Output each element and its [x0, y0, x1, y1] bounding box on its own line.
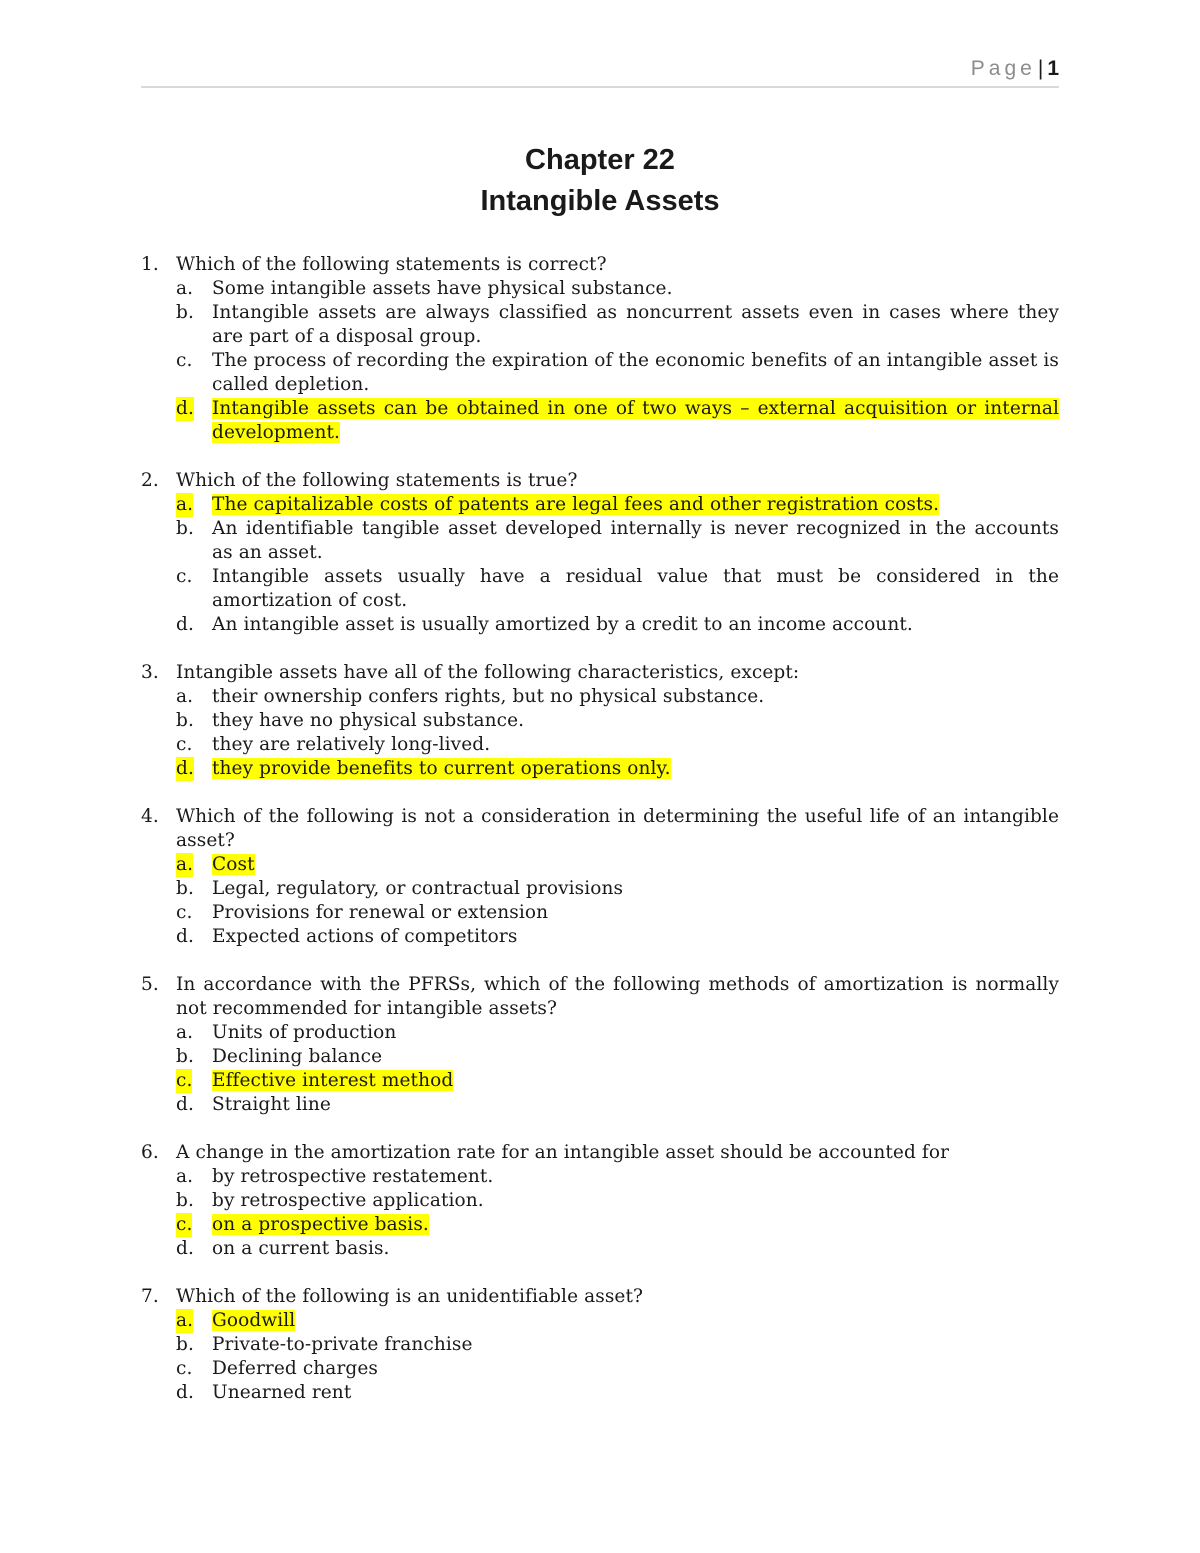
answer-choice-correct: [141, 1213, 1059, 1237]
answer-choice-correct: [141, 397, 1059, 445]
chapter-title: Chapter 22: [525, 144, 675, 176]
choice-text: Provisions for renewal or extension: [212, 902, 549, 923]
question-stem: [141, 253, 1059, 277]
answer-choice: [141, 685, 1059, 709]
choice-letter: c.: [176, 566, 193, 587]
answer-choice: [141, 877, 1059, 901]
highlighted-answer-text: Goodwill: [212, 1310, 296, 1331]
question-stem: [141, 1285, 1059, 1309]
answer-choice: [141, 277, 1059, 301]
choice-letter: b.: [176, 1334, 194, 1355]
choice-letter: b.: [176, 710, 194, 731]
choice-text: Straight line: [212, 1094, 331, 1115]
choice-text: Deferred charges: [212, 1358, 378, 1379]
choice-letter: a.: [176, 1310, 194, 1331]
answer-choice: [141, 1381, 1059, 1405]
question-text: Which of the following statements is true?: [176, 470, 578, 491]
answer-choice: [141, 613, 1059, 637]
choice-letter: d.: [176, 398, 194, 419]
choice-text: by retrospective restatement.: [212, 1166, 494, 1187]
answer-choice-correct: [141, 1309, 1059, 1333]
choice-letter: d.: [176, 926, 194, 947]
choice-letter: d.: [176, 758, 194, 779]
question-number: 2.: [141, 470, 159, 491]
choice-text: they are relatively long-lived.: [212, 734, 491, 755]
choice-letter: c.: [176, 1070, 193, 1091]
choice-text: The process of recording the expiration of the economic benefits of an intangible asset is called depletion.: [212, 350, 1059, 395]
choice-text: An identifiable tangible asset developed internally is never recognized in the accounts as an asset.: [212, 518, 1059, 563]
answer-choice: [141, 565, 1059, 613]
question-stem: [141, 805, 1059, 853]
answer-choice: [141, 1045, 1059, 1069]
question-item: [141, 253, 1059, 445]
choice-text: Expected actions of competitors: [212, 926, 518, 947]
choice-letter: c.: [176, 350, 193, 371]
answer-choice: [141, 1333, 1059, 1357]
highlighted-answer-text: Intangible assets can be obtained in one of two ways – external acquisition or internal development.: [212, 398, 1059, 443]
choice-letter: a.: [176, 854, 194, 875]
choice-letter: b.: [176, 302, 194, 323]
question-number: 4.: [141, 806, 159, 827]
question-number: 5.: [141, 974, 159, 995]
answer-choice-correct: [141, 853, 1059, 877]
question-number: 3.: [141, 662, 159, 683]
question-item: [141, 805, 1059, 949]
choice-letter: b.: [176, 878, 194, 899]
choice-letter: c.: [176, 902, 193, 923]
question-item: [141, 973, 1059, 1117]
choice-letter: d.: [176, 1094, 194, 1115]
answer-choice: [141, 349, 1059, 397]
choice-text: Some intangible assets have physical substance.: [212, 278, 673, 299]
choice-text: Intangible assets usually have a residual value that must be considered in the amortization of cost.: [212, 566, 1059, 611]
answer-choice-correct: [141, 757, 1059, 781]
question-stem: [141, 661, 1059, 685]
answer-choice: [141, 1357, 1059, 1381]
choice-text: Legal, regulatory, or contractual provisions: [212, 878, 624, 899]
choice-letter: b.: [176, 1046, 194, 1067]
question-text: In accordance with the PFRSs, which of the following methods of amortization is normally not recommended for intangible assets?: [176, 974, 1059, 1019]
choice-text: Private-to-private franchise: [212, 1334, 473, 1355]
answer-choice: [141, 901, 1059, 925]
highlighted-answer-text: Cost: [212, 854, 255, 875]
answer-choice-correct: [141, 1069, 1059, 1093]
question-text: A change in the amortization rate for an intangible asset should be accounted for: [176, 1142, 950, 1163]
question-text: Which of the following is an unidentifiable asset?: [176, 1286, 644, 1307]
choice-letter: a.: [176, 1022, 194, 1043]
choice-letter: d.: [176, 614, 194, 635]
choice-letter: b.: [176, 518, 194, 539]
question-number: 1.: [141, 254, 159, 275]
answer-choice: [141, 925, 1059, 949]
choice-text: their ownership confers rights, but no physical substance.: [212, 686, 765, 707]
question-list: [141, 253, 1059, 1429]
choice-text: Unearned rent: [212, 1382, 352, 1403]
choice-letter: c.: [176, 1214, 193, 1235]
question-item: [141, 1285, 1059, 1405]
highlighted-answer-text: they provide benefits to current operations only.: [212, 758, 671, 779]
answer-choice: [141, 301, 1059, 349]
question-item: [141, 469, 1059, 637]
answer-choice: [141, 709, 1059, 733]
question-stem: [141, 973, 1059, 1021]
question-stem: [141, 469, 1059, 493]
question-text: Which of the following statements is correct?: [176, 254, 607, 275]
answer-choice: [141, 1165, 1059, 1189]
choice-letter: a.: [176, 1166, 194, 1187]
question-number: 6.: [141, 1142, 159, 1163]
choice-letter: d.: [176, 1238, 194, 1259]
document-title: [141, 140, 1059, 222]
choice-letter: c.: [176, 734, 193, 755]
subject-title: Intangible Assets: [480, 185, 720, 217]
choice-letter: b.: [176, 1190, 194, 1211]
question-text: Which of the following is not a consideration in determining the useful life of an intangible asset?: [176, 806, 1059, 851]
answer-choice: [141, 1237, 1059, 1261]
answer-choice: [141, 1189, 1059, 1213]
choice-letter: d.: [176, 1382, 194, 1403]
choice-text: Intangible assets are always classified as noncurrent assets even in cases where they are part of a disposal group.: [212, 302, 1059, 347]
answer-choice: [141, 733, 1059, 757]
choice-text: on a current basis.: [212, 1238, 390, 1259]
highlighted-answer-text: Effective interest method: [212, 1070, 454, 1091]
question-number: 7.: [141, 1286, 159, 1307]
answer-choice: [141, 1021, 1059, 1045]
choice-letter: a.: [176, 686, 194, 707]
page-number: 1: [1047, 57, 1059, 80]
highlighted-answer-text: on a prospective basis.: [212, 1214, 429, 1235]
choice-letter: a.: [176, 278, 194, 299]
question-stem: [141, 1141, 1059, 1165]
choice-text: by retrospective application.: [212, 1190, 484, 1211]
choice-letter: a.: [176, 494, 194, 515]
question-text: Intangible assets have all of the following characteristics, except:: [176, 662, 800, 683]
question-item: [141, 1141, 1059, 1261]
page-separator: |: [1037, 57, 1044, 80]
choice-letter: c.: [176, 1358, 193, 1379]
highlighted-answer-text: The capitalizable costs of patents are legal fees and other registration costs.: [212, 494, 940, 515]
question-item: [141, 661, 1059, 781]
page-header: [141, 56, 1059, 88]
choice-text: Declining balance: [212, 1046, 383, 1067]
page-label: Page: [970, 57, 1036, 80]
answer-choice-correct: [141, 493, 1059, 517]
answer-choice: [141, 517, 1059, 565]
choice-text: Units of production: [212, 1022, 397, 1043]
choice-text: An intangible asset is usually amortized by a credit to an income account.: [212, 614, 913, 635]
answer-choice: [141, 1093, 1059, 1117]
choice-text: they have no physical substance.: [212, 710, 525, 731]
